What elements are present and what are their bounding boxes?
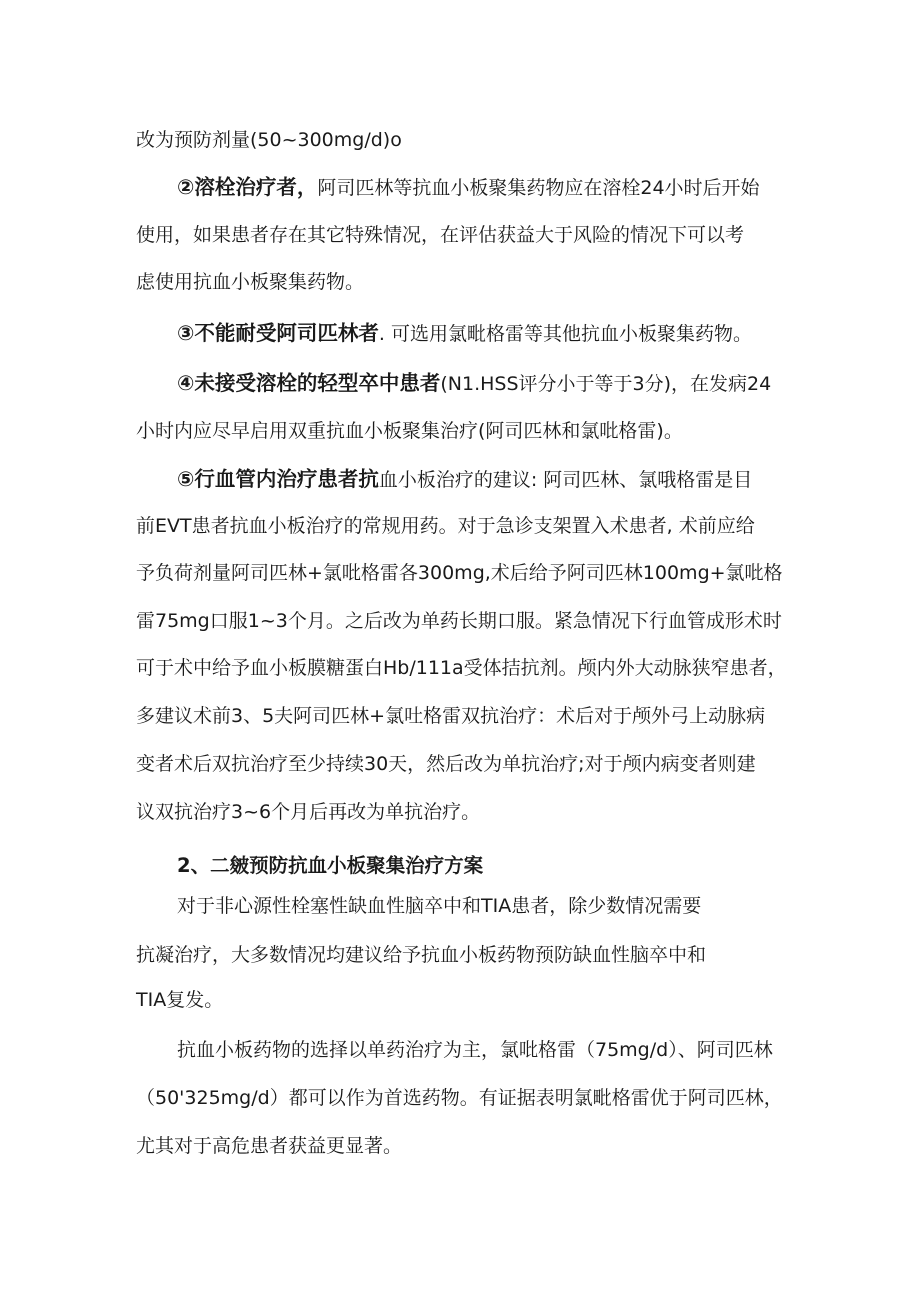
paragraph-line: 多建议术前3、5夫阿司匹林+氯吐格雷双抗治疗：术后对于颅外弓上动脉病 <box>136 705 766 727</box>
paragraph-line: 议双抗治疗3~6个月后再改为单抗治疗。 <box>136 801 481 823</box>
paragraph-line: 改为预防剂量(50~300mg/d)o <box>136 129 402 151</box>
paragraph-line: TIA复发。 <box>136 989 224 1011</box>
paragraph-line: 小时内应尽早启用双重抗血小板聚集治疗(阿司匹林和氯吡格雷)。 <box>136 420 683 442</box>
paragraph-text: (N1.HSS评分小于等于3分)，在发病24 <box>440 373 772 395</box>
paragraph-line: 变者术后双抗治疗至少持续30天，然后改为单抗治疗;对于颅内病变者则建 <box>136 753 756 775</box>
paragraph-line <box>177 321 752 346</box>
paragraph-lead: ③不能耐受阿司匹林者 <box>177 321 379 345</box>
paragraph-line: 可于术中给予血小板膜糖蛋白Hb/111a受体拮抗剂。颅内外大动脉狭窄患者， <box>136 657 787 679</box>
paragraph-line <box>177 467 752 492</box>
paragraph-text: 阿司匹林等抗血小板聚集药物应在溶栓24小时后开始 <box>317 177 760 199</box>
paragraph-line: （50'325mg/d）都可以作为首选药物。有证据表明氯毗格雷优于阿司匹林， <box>136 1087 783 1109</box>
paragraph-line: 抗血小板药物的选择以单药治疗为主，氯吡格雷（75mg/d）、阿司匹林 <box>177 1039 773 1061</box>
paragraph-line <box>177 371 771 396</box>
paragraph-line: 雷75mg口服1~3个月。之后改为单药长期口服。紧急情况下行血管成形术时 <box>136 610 782 632</box>
paragraph-lead: ④未接受溶栓的轻型卒中患者 <box>177 371 441 395</box>
paragraph-line: 尤其对于高危患者获益更显著。 <box>136 1135 403 1157</box>
paragraph-line: 虑使用抗血小板聚集药物。 <box>136 271 365 293</box>
paragraph-text: . 可选用氯毗格雷等其他抗血小板聚集药物。 <box>378 323 752 345</box>
paragraph-lead: ⑤行血管内治疗患者抗 <box>177 467 379 491</box>
paragraph-line: 予负荷剂量阿司匹林+氯吡格雷各300mg,术后给予阿司匹林100mg+氯吡格 <box>136 562 783 584</box>
section-heading: 2、二皴预防抗血小板聚集治疗方案 <box>177 854 484 877</box>
paragraph-line: 使用，如果患者存在其它特殊情况，在评估获益大于风险的情况下可以考 <box>136 224 745 246</box>
paragraph-line <box>177 175 760 200</box>
paragraph-lead: ②溶栓治疗者， <box>177 175 318 199</box>
paragraph-line: 前EVT患者抗血小板治疗的常规用药。对于急诊支架置入术患者, 术前应给 <box>136 515 755 537</box>
paragraph-line: 抗凝治疗，大多数情况均建议给予抗血小板药物预防缺血性脑卒中和 <box>136 944 707 966</box>
paragraph-text: 血小板治疗的建议: 阿司匹林、氯哦格雷是目 <box>378 469 753 491</box>
paragraph-line: 对于非心源性栓塞性缺血性脑卒中和TIA患者，除少数情况需要 <box>177 895 702 917</box>
